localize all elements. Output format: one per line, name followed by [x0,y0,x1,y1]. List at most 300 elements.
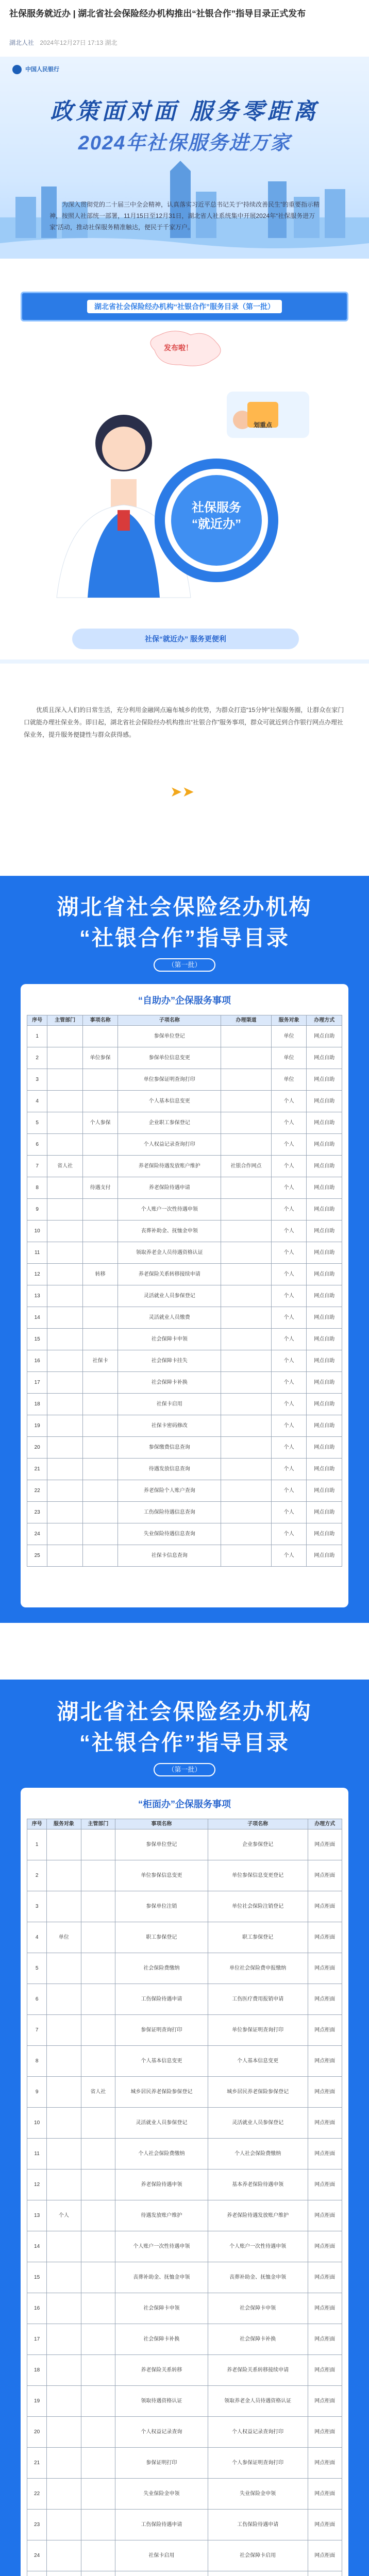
poster2-tag: “柜面办”企保服务事项 [138,1799,231,1809]
table-cell: 13 [27,2200,47,2231]
table-cell [47,2355,81,2386]
table-cell: 个人 [271,1394,307,1415]
table-cell: 灵活就业人员参保登记 [115,2108,208,2139]
table-cell [47,1199,83,1221]
table-cell: 5 [27,1953,47,1984]
table-cell: 社会保障卡补换 [208,2324,308,2355]
table-cell: 8 [27,1177,47,1199]
table-cell: 5 [27,1112,47,1134]
table-cell [47,1480,83,1502]
table-cell: 网点柜面 [308,2170,342,2200]
table-cell: 10 [27,2108,47,2139]
table-cell: 网点柜面 [308,2324,342,2355]
table-row [27,1199,342,1221]
table-row [27,1026,342,1047]
stars-text: 划重点 [254,421,273,429]
table-cell: 10 [27,1221,47,1242]
table-cell: 个人 [271,1307,307,1329]
table-cell: 社保卡启用 [118,1394,221,1415]
table-cell: 社保卡启用 [115,2540,208,2571]
table-cell [82,1459,118,1480]
table-cell [81,2571,115,2576]
table-cell: 网点自助 [307,1350,342,1372]
table-cell: 19 [27,1415,47,1437]
table-cell: 灵活就业人员参保登记 [118,1285,221,1307]
table-cell: 个人 [47,2200,81,2231]
table-cell: 单位 [271,1047,307,1069]
table-cell: 24 [27,2540,47,2571]
table-cell [47,1415,83,1437]
table-cell: 社保卡 [82,1350,118,1372]
table-row [27,1437,342,1459]
table-cell: 16 [27,2293,47,2324]
table-cell: 个人 [271,1134,307,1156]
table-cell: 单位 [47,1922,81,1953]
table-cell: 参保单位信息变更 [118,1047,221,1069]
table-cell [81,2108,115,2139]
table-cell [81,1860,115,1891]
table-row [27,2077,342,2108]
table-cell: 个人 [271,1523,307,1545]
table-cell: 网点柜面 [308,2510,342,2540]
table-cell: 20 [27,1437,47,1459]
table-row [27,1984,342,2015]
table-cell: 个人 [271,1415,307,1437]
table-cell: 网点柜面 [308,1829,342,1860]
table-header-cell: 服务对象 [271,1015,307,1026]
table-cell: 网点柜面 [308,2293,342,2324]
table-cell [47,1459,83,1480]
table-cell [47,1134,83,1156]
table-cell: 社会保障卡启用 [208,2540,308,2571]
table-cell [81,2139,115,2170]
table-cell: 城乡居民养老保险参保登记 [115,2077,208,2108]
table-row [27,1091,342,1112]
table-cell: 工伤保险待遇信息查询 [118,1502,221,1523]
table-row [27,2293,342,2324]
table-row [27,2200,342,2231]
table-cell: 待遇支付 [82,1177,118,1199]
table-cell [47,2448,81,2479]
table-cell [221,1545,272,1567]
poster1-title-line1: 湖北省社会保险经办机构 [57,895,312,919]
table-cell: 网点自助 [307,1394,342,1415]
table-cell [47,1829,81,1860]
table-cell: 网点自助 [307,1156,342,1177]
table-header-cell: 主管部门 [47,1015,83,1026]
table-cell: 15 [27,1329,47,1350]
table-cell [47,1891,81,1922]
table-cell: 单位参保 [82,1047,118,1069]
table-row [27,1922,342,1953]
table-cell [47,2386,81,2417]
table-cell: 2 [27,1047,47,1069]
table-cell [47,1047,83,1069]
table-row [27,1459,342,1480]
table-header-cell: 子项名称 [118,1015,221,1026]
table-cell: 网点柜面 [308,2108,342,2139]
table-cell: 网点自助 [307,1415,342,1437]
table-cell: 个人 [271,1350,307,1372]
table-cell: 丧葬补助金、抚恤金申领 [115,2262,208,2293]
table-cell [47,1091,83,1112]
table-cell [221,1069,272,1091]
table-cell: 6 [27,1134,47,1156]
table-cell [221,1112,272,1134]
table-cell: 网点柜面 [308,2200,342,2231]
table-cell: 个人 [271,1480,307,1502]
table-cell: 个人 [271,1199,307,1221]
table-cell: 18 [27,1394,47,1415]
table-row [27,2046,342,2077]
table-cell: 领取养老金人员待遇资格认证 [118,1242,221,1264]
table-cell: 失业保险金申领 [208,2479,308,2510]
table-cell [221,1307,272,1329]
table-row [27,1221,342,1242]
table-cell: 社会保险费缴纳 [115,1953,208,1984]
table-cell [47,2510,81,2540]
table-cell [221,1242,272,1264]
table-cell: 网点自助 [307,1047,342,1069]
table-cell: 网点自助 [307,1372,342,1394]
table-cell [221,1134,272,1156]
table-cell: 7 [27,2015,47,2046]
table-header-cell: 服务对象 [47,1819,81,1829]
table-cell: 社会保障卡申领 [118,1329,221,1350]
table-row [27,2448,342,2479]
table-cell: 养老保险待遇申领 [115,2170,208,2200]
table-cell [82,1134,118,1156]
table-cell [221,1026,272,1047]
table-cell [221,1329,272,1350]
table-cell [47,1984,81,2015]
table-row [27,1545,342,1567]
table-cell [115,2571,208,2576]
table-cell [221,1091,272,1112]
table-cell: 基本养老保险待遇申领 [208,2170,308,2200]
table-cell [81,1891,115,1922]
table-cell [82,1156,118,1177]
table-cell: 网点柜面 [308,2355,342,2386]
table-cell: 社会保障卡补换 [118,1372,221,1394]
table-cell [47,2262,81,2293]
table-row [27,1285,342,1307]
table-cell: 个人 [271,1329,307,1350]
table-cell: 3 [27,1891,47,1922]
table-cell: 3 [27,1069,47,1091]
table-cell: 22 [27,2479,47,2510]
table-cell: 个人账户一次性待遇申领 [118,1199,221,1221]
table-header-cell: 序号 [27,1819,47,1829]
table-cell [27,2571,47,2576]
table-cell: 养老保险关系转移接续申请 [208,2355,308,2386]
table-cell: 网点自助 [307,1545,342,1567]
table-cell: 工伤保险待遇申请 [208,2510,308,2540]
table-cell [47,1242,83,1264]
table-cell [221,1350,272,1372]
table-cell [82,1480,118,1502]
table-row [27,1242,342,1264]
table-cell: 网点自助 [307,1091,342,1112]
table-cell [47,2015,81,2046]
table-cell: 网点自助 [307,1480,342,1502]
table-cell [47,2231,81,2262]
table-cell: 17 [27,2324,47,2355]
table-cell: 单位参保证明查询打印 [208,2015,308,2046]
table-cell [47,2077,81,2108]
table-cell [221,1285,272,1307]
table-row [27,1891,342,1922]
table-cell: 领取养老金人员待遇资格认证 [208,2386,308,2417]
table-cell: 网点柜面 [308,1860,342,1891]
table-cell: 网点柜面 [308,1953,342,1984]
table-cell: 社会保障卡挂失 [118,1350,221,1372]
table-cell: 个人 [271,1264,307,1285]
table-cell [82,1069,118,1091]
table-row [27,2386,342,2417]
table-cell [47,1502,83,1523]
table-cell: 网点自助 [307,1112,342,1134]
table-row [27,2479,342,2510]
banner-subtitle: 2024年社保服务进万家 [78,132,291,154]
bank-logo-icon [12,65,22,74]
pointing-hands-icon: ➤➤ [170,784,194,800]
table-row [27,1523,342,1545]
table-cell: 灵活就业人员参保登记 [208,2108,308,2139]
table-header-cell: 事项名称 [82,1015,118,1026]
table-cell: 16 [27,1350,47,1372]
table-cell: 网点自助 [307,1502,342,1523]
table-cell: 单位社会保险费申报缴纳 [208,1953,308,1984]
service-badge-text: 社保服务 “就近办” [192,501,241,531]
table-cell: 省人社 [47,1156,83,1177]
table-cell [221,1199,272,1221]
table-row [27,1372,342,1394]
table-cell [47,1307,83,1329]
table-cell [221,1047,272,1069]
table-cell [208,2571,308,2576]
table-cell [81,2015,115,2046]
table-cell: 个人 [271,1502,307,1523]
table-cell: 个人 [271,1177,307,1199]
table-cell: 4 [27,1922,47,1953]
table-cell: 个人社会保险费缴纳 [208,2139,308,2170]
table-cell [47,1069,83,1091]
table-row [27,2324,342,2355]
table-cell: 职工参保登记 [208,1922,308,1953]
table-cell: 单位 [271,1069,307,1091]
table-row [27,2262,342,2293]
table-cell: 个人账户一次性待遇申领 [115,2231,208,2262]
table-cell: 待遇发放账户维护 [115,2200,208,2231]
table-cell [221,1480,272,1502]
table-cell: 网点柜面 [308,2231,342,2262]
table-row [27,2170,342,2200]
table-row [27,1307,342,1329]
table-cell: 个人 [271,1545,307,1567]
table-cell: 11 [27,1242,47,1264]
table-cell: 网点自助 [307,1177,342,1199]
table-cell: 23 [27,2510,47,2540]
table-cell: 网点柜面 [308,2386,342,2417]
table-row [27,1264,342,1285]
table-cell: 网点自助 [307,1329,342,1350]
table-header-cell: 办理渠道 [221,1015,272,1026]
poster1-table [27,1015,342,1567]
table-cell [81,1922,115,1953]
table-cell [47,2108,81,2139]
table-header-cell: 主管部门 [81,1819,115,1829]
table-cell: 12 [27,1264,47,1285]
meta-source-link[interactable]: 湖北人社 [9,39,35,46]
table-cell [47,1350,83,1372]
table-cell: 个人权益记录查询打印 [118,1134,221,1156]
table-cell [47,1523,83,1545]
table-cell [47,2324,81,2355]
table-cell: 网点自助 [307,1264,342,1285]
table-row [27,1069,342,1091]
table-cell [81,2510,115,2540]
table-cell [47,1026,83,1047]
table-cell [82,1372,118,1394]
table-cell: 个人基本信息变更 [115,2046,208,2077]
table-row [27,1502,342,1523]
table-cell [221,1177,272,1199]
table-cell: 单位参保证明查询打印 [118,1069,221,1091]
catalog-section-header [21,292,348,321]
table-cell: 12 [27,2170,47,2200]
poster2-table [27,1819,342,2576]
table-cell [47,1264,83,1285]
table-cell [47,2540,81,2571]
table-cell: 个人 [271,1285,307,1307]
table-cell: 个人权益记录查询打印 [208,2417,308,2448]
table-cell [47,1372,83,1394]
table-cell: 参保证明打印 [115,2448,208,2479]
table-row [27,2540,342,2571]
table-cell: 20 [27,2417,47,2448]
table-cell [47,2571,81,2576]
table-cell: 1 [27,1829,47,1860]
table-cell: 21 [27,2448,47,2479]
service-illustration [0,330,369,742]
table-cell: 24 [27,1523,47,1545]
table-cell: 网点自助 [307,1459,342,1480]
table-cell [47,2293,81,2324]
table-cell: 单位社会保险注销登记 [208,1891,308,1922]
table-cell [47,2479,81,2510]
table-cell [81,2262,115,2293]
table-cell [47,1953,81,1984]
table-cell: 职工参保登记 [115,1922,208,1953]
table-cell: 参保证明查询打印 [115,2015,208,2046]
table-cell [81,2200,115,2231]
table-cell: 14 [27,1307,47,1329]
table-cell [81,2479,115,2510]
table-cell: 社会保障卡补换 [115,2324,208,2355]
table-cell [47,2170,81,2200]
table-cell [47,1112,83,1134]
table-cell: 个人 [271,1459,307,1480]
table-cell [221,1502,272,1523]
table-cell: 网点自助 [307,1026,342,1047]
table-cell: 养老保险待遇发放账户维护 [118,1156,221,1177]
table-cell: 网点自助 [307,1199,342,1221]
table-cell [47,1437,83,1459]
table-cell: 21 [27,1459,47,1480]
table-cell: 17 [27,1372,47,1394]
table-cell [47,1545,83,1567]
table-cell: 省人社 [81,2077,115,2108]
illustration-caption: 社保“就近办” 服务更便利 [145,635,226,643]
table-cell: 个人 [271,1156,307,1177]
table-cell [221,1523,272,1545]
table-cell: 个人参保证明查询打印 [208,2448,308,2479]
table-header-cell: 事项名称 [115,1819,208,1829]
table-row [27,1047,342,1069]
table-cell [82,1285,118,1307]
table-cell: 参保单位登记 [118,1026,221,1047]
table-cell [81,1953,115,1984]
table-cell: 25 [27,1545,47,1567]
table-cell: 养老保险待遇申请 [118,1177,221,1199]
table-cell: 网点自助 [307,1285,342,1307]
release-text: 发布啦！ [164,344,193,352]
table-cell [81,2417,115,2448]
table-cell: 失业保险金申领 [115,2479,208,2510]
table-header-cell: 序号 [27,1015,47,1026]
table-cell [221,1459,272,1480]
poster-self-service [0,876,369,1623]
table-row [27,1177,342,1199]
poster2-card [21,1788,348,2576]
table-cell [82,1221,118,1242]
table-cell: 领取待遇资格认证 [115,2386,208,2417]
table-cell: 养老保险个人账户查询 [118,1480,221,1502]
table-cell: 丧葬补助金、抚恤金申领 [208,2262,308,2293]
table-cell [47,2139,81,2170]
table-row [27,1860,342,1891]
poster-counter-service [0,1680,369,2576]
table-row [27,2417,342,2448]
poster1-card [21,984,348,1607]
table-cell [82,1329,118,1350]
table-cell: 转移 [82,1264,118,1285]
table-row [27,1480,342,1502]
table-cell: 参保单位注销 [115,1891,208,1922]
table-cell [47,2417,81,2448]
table-cell: 企业参保登记 [208,1829,308,1860]
catalog-section-label: 湖北省社会保险经办机构“社银合作”服务目录（第一批） [87,300,282,313]
table-cell [221,1437,272,1459]
table-cell: 14 [27,2231,47,2262]
table-row [27,1953,342,1984]
table-cell: 个人基本信息变更 [118,1091,221,1112]
table-cell: 网点自助 [307,1221,342,1242]
poster1-tag: “自助办”企保服务事项 [138,995,231,1006]
table-cell: 22 [27,1480,47,1502]
table-cell: 个人权益记录查询 [115,2417,208,2448]
table-row [27,1415,342,1437]
table-cell: 网点柜面 [308,2077,342,2108]
table-row [27,1156,342,1177]
table-cell [81,1984,115,2015]
table-cell [47,1177,83,1199]
table-cell: 城乡居民养老保险参保登记 [208,2077,308,2108]
table-cell [81,2231,115,2262]
table-cell: 网点柜面 [308,1984,342,2015]
table-cell [221,1415,272,1437]
